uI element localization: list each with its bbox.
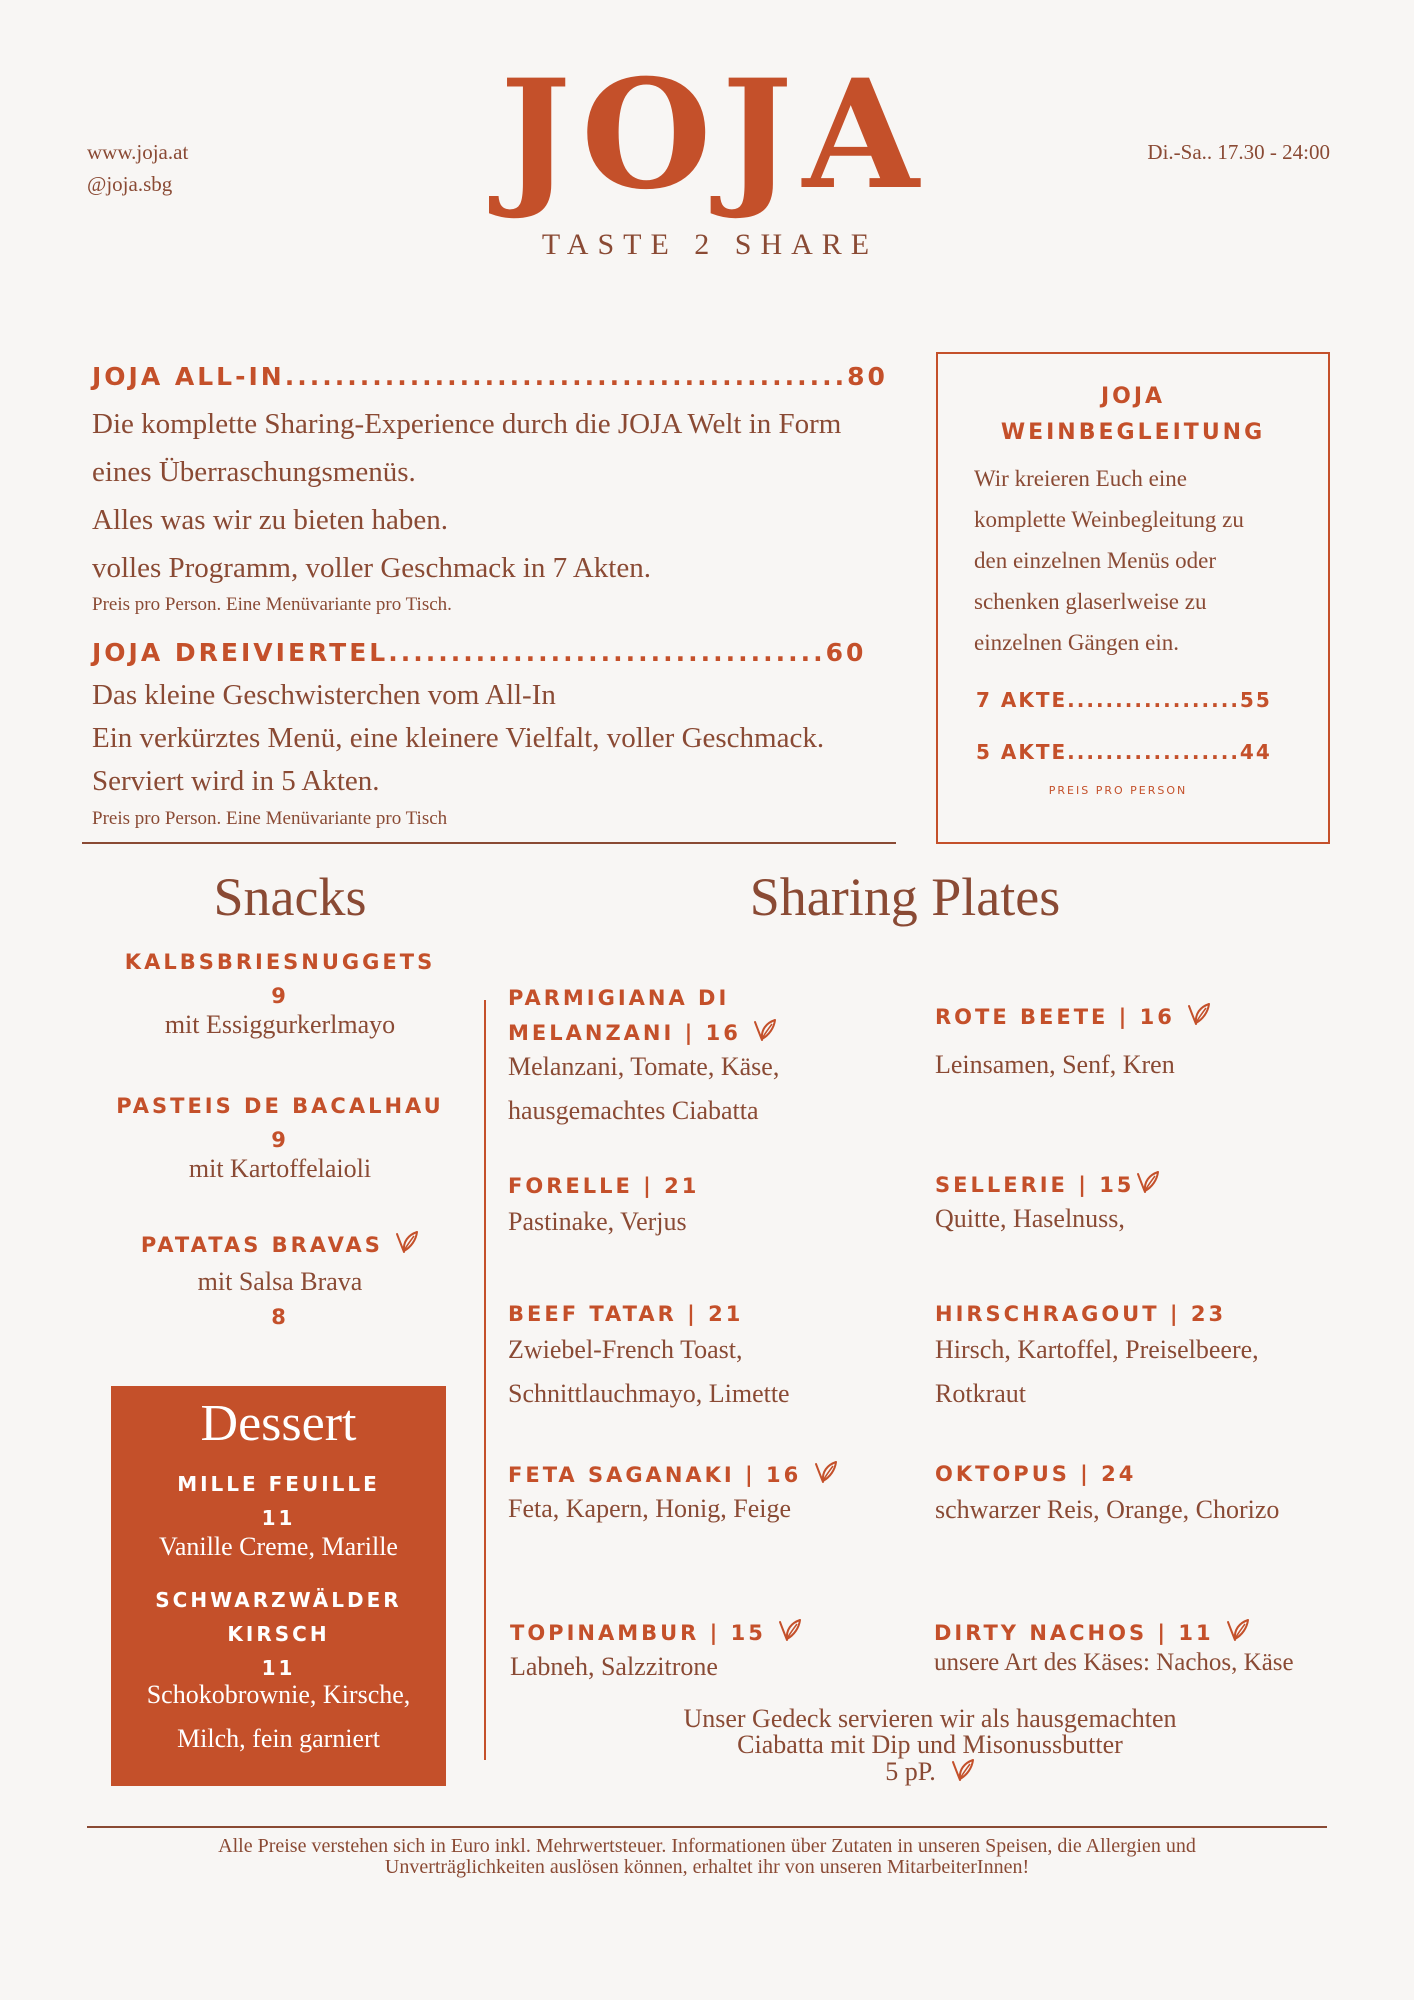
dish-title: OKTOPUS | 24 xyxy=(935,1462,1137,1486)
dreiviertel-note: Preis pro Person. Eine Menüvariante pro Tisch xyxy=(92,808,448,829)
dish-desc: unsere Art des Käses: Nachos, Käse xyxy=(934,1649,1294,1676)
wine-option-7-akte: 7 AKTE..................55 xyxy=(976,688,1272,712)
allin-note: Preis pro Person. Eine Menüvariante pro Tisch. xyxy=(92,594,452,615)
wine-note: PREIS PRO PERSON xyxy=(1048,784,1188,797)
dreiviertel-line: Ein verkürztes Menü, eine kleinere Vielfalt, voller Geschmack. xyxy=(92,722,825,754)
dessert-price: 11 xyxy=(261,1506,296,1530)
dish-desc: Quitte, Haselnuss, xyxy=(935,1204,1125,1233)
dessert-title: Dessert xyxy=(200,1395,357,1452)
gedeck-line-row xyxy=(600,1758,1260,1785)
snack-price: 9 xyxy=(271,1128,289,1152)
footer-divider xyxy=(87,1826,1327,1828)
leaf-icon xyxy=(1134,1170,1160,1194)
snack-desc: mit Salsa Brava xyxy=(197,1267,363,1296)
snack-name: KALBSBRIESNUGGETS xyxy=(124,950,436,974)
allin-description xyxy=(92,400,912,592)
dish-desc: Rotkraut xyxy=(935,1379,1026,1408)
dessert-desc: Milch, fein garniert xyxy=(177,1724,380,1753)
snack-name-row xyxy=(90,1230,470,1257)
snack-name: PATATAS BRAVAS xyxy=(140,1233,383,1257)
snack-name: PASTEIS DE BACALHAU xyxy=(116,1094,444,1118)
wine-title-line1: JOJA xyxy=(1100,384,1166,409)
dish-title: FORELLE | 21 xyxy=(508,1174,700,1198)
dreiviertel-line: Serviert wird in 5 Akten. xyxy=(92,765,380,797)
dish-hirschragout xyxy=(935,1302,1335,1416)
dish-title-row xyxy=(934,1618,1344,1645)
wine-line: komplette Weinbegleitung zu xyxy=(974,507,1244,532)
dish-forelle xyxy=(508,1174,908,1244)
logo: JOJA xyxy=(500,47,929,223)
dish-title-row xyxy=(508,1018,908,1045)
allin-line: eines Überraschungsmenüs. xyxy=(92,456,416,488)
dish-title-row xyxy=(508,1460,908,1487)
leaf-icon xyxy=(1224,1618,1250,1642)
snack-item xyxy=(90,950,470,1040)
sharing-plates-title: Sharing Plates xyxy=(749,867,1061,927)
dish-feta-saganaki xyxy=(508,1460,908,1531)
gedeck-line: Unser Gedeck servieren wir als hausgemachten xyxy=(683,1704,1177,1733)
dish-title: SELLERIE | 15 xyxy=(935,1173,1135,1197)
dish-title: BEEF TATAR | 21 xyxy=(508,1302,744,1326)
dish-sellerie xyxy=(935,1170,1335,1241)
dish-title: TOPINAMBUR | 15 xyxy=(510,1621,766,1645)
dessert-name: MILLE FEUILLE xyxy=(177,1472,380,1496)
dish-title-row xyxy=(935,1002,1335,1029)
dish-rote-beete xyxy=(935,1002,1335,1087)
dish-desc: Melanzani, Tomate, Käse, xyxy=(508,1052,780,1081)
wine-line: den einzelnen Menüs oder xyxy=(974,548,1217,573)
dish-desc: schwarzer Reis, Orange, Chorizo xyxy=(935,1495,1280,1524)
dish-desc: hausgemachtes Ciabatta xyxy=(508,1096,759,1125)
dish-topinambur xyxy=(510,1618,910,1689)
dreiviertel-description xyxy=(92,674,912,803)
footer-line: Unverträglichkeiten auslösen können, erhaltet ihr von unseren MitarbeiterInnen! xyxy=(384,1856,1030,1878)
opening-hours: Di.-Sa.. 17.30 - 24:00 xyxy=(1147,140,1330,164)
dish-title: MELANZANI | 16 xyxy=(508,1021,741,1045)
dish-parmigiana xyxy=(508,986,908,1133)
snack-desc: mit Essiggurkerlmayo xyxy=(164,1010,396,1039)
leaf-icon xyxy=(393,1230,419,1254)
dish-desc: Pastinake, Verjus xyxy=(508,1207,687,1236)
column-divider xyxy=(484,1000,486,1760)
dish-desc: Schnittlauchmayo, Limette xyxy=(508,1379,790,1408)
allin-title: JOJA ALL-IN.............................................80 xyxy=(92,362,888,391)
dessert-desc: Schokobrownie, Kirsche, xyxy=(146,1680,411,1709)
dessert-name: SCHWARZWÄLDER xyxy=(155,1588,402,1612)
dish-dirty-nachos xyxy=(934,1618,1344,1681)
dish-desc: Feta, Kapern, Honig, Feige xyxy=(508,1494,792,1523)
snacks-title: Snacks xyxy=(213,867,367,927)
footer-note xyxy=(87,1836,1327,1878)
dish-title: ROTE BEETE | 16 xyxy=(935,1005,1175,1029)
wine-line: Wir kreieren Euch eine xyxy=(974,466,1187,491)
wine-option-5-akte: 5 AKTE..................44 xyxy=(976,740,1272,764)
dish-title: DIRTY NACHOS | 11 xyxy=(934,1621,1214,1645)
dessert-price: 11 xyxy=(261,1656,296,1680)
dish-title-row xyxy=(510,1618,910,1645)
dish-title: HIRSCHRAGOUT | 23 xyxy=(935,1302,1227,1326)
dessert-desc: Vanille Creme, Marille xyxy=(159,1532,398,1561)
dreiviertel-title: JOJA DREIVIERTEL...................................60 xyxy=(92,638,867,667)
dish-title: FETA SAGANAKI | 16 xyxy=(508,1463,802,1487)
snack-item xyxy=(90,1094,470,1184)
snack-price: 8 xyxy=(271,1305,289,1329)
wine-line: schenken glaserlweise zu xyxy=(974,589,1207,614)
leaf-icon xyxy=(751,1018,777,1042)
tagline: TASTE 2 SHARE xyxy=(541,228,879,261)
allin-line: Die komplette Sharing-Experience durch die JOJA Welt in Form xyxy=(92,408,842,440)
gedeck-line: 5 pP. xyxy=(885,1757,936,1786)
snack-desc: mit Kartoffelaioli xyxy=(188,1154,372,1183)
leaf-icon xyxy=(1185,1002,1211,1026)
allin-line: Alles was wir zu bieten haben. xyxy=(92,504,448,536)
wine-title-line2: WEINBEGLEITUNG xyxy=(1000,420,1266,445)
instagram-handle[interactable]: @joja.sbg xyxy=(87,172,173,196)
dessert-name: KIRSCH xyxy=(227,1622,330,1646)
leaf-icon xyxy=(776,1618,802,1642)
dreiviertel-line: Das kleine Geschwisterchen vom All-In xyxy=(92,679,556,711)
menu-divider xyxy=(82,842,896,844)
dish-desc: Hirsch, Kartoffel, Preiselbeere, xyxy=(935,1335,1259,1364)
wine-pairing-box xyxy=(936,352,1330,844)
dish-title: PARMIGIANA DI xyxy=(508,986,730,1010)
dish-desc: Leinsamen, Senf, Kren xyxy=(935,1050,1175,1079)
wine-description xyxy=(974,458,1314,663)
leaf-icon xyxy=(949,1758,975,1782)
snack-price: 9 xyxy=(271,984,289,1008)
dish-oktopus xyxy=(935,1462,1335,1532)
snack-item xyxy=(90,1230,470,1329)
gedeck-line: Ciabatta mit Dip und Misonussbutter xyxy=(737,1730,1123,1759)
dish-desc: Labneh, Salzzitrone xyxy=(510,1652,718,1681)
footer-line: Alle Preise verstehen sich in Euro inkl. Mehrwertsteuer. Informationen über Zutaten in unseren Speisen, die Allergien und xyxy=(218,1835,1196,1857)
allin-line: volles Programm, voller Geschmack in 7 Akten. xyxy=(92,552,651,584)
dish-desc: Zwiebel-French Toast, xyxy=(508,1335,743,1364)
wine-line: einzelnen Gängen ein. xyxy=(974,630,1179,655)
leaf-icon xyxy=(812,1460,838,1484)
dish-title-row xyxy=(935,1170,1335,1197)
gedeck-note xyxy=(600,1706,1260,1785)
website-link[interactable]: www.joja.at xyxy=(87,140,189,164)
dish-beef-tatar xyxy=(508,1302,908,1416)
dessert-box xyxy=(111,1386,446,1786)
